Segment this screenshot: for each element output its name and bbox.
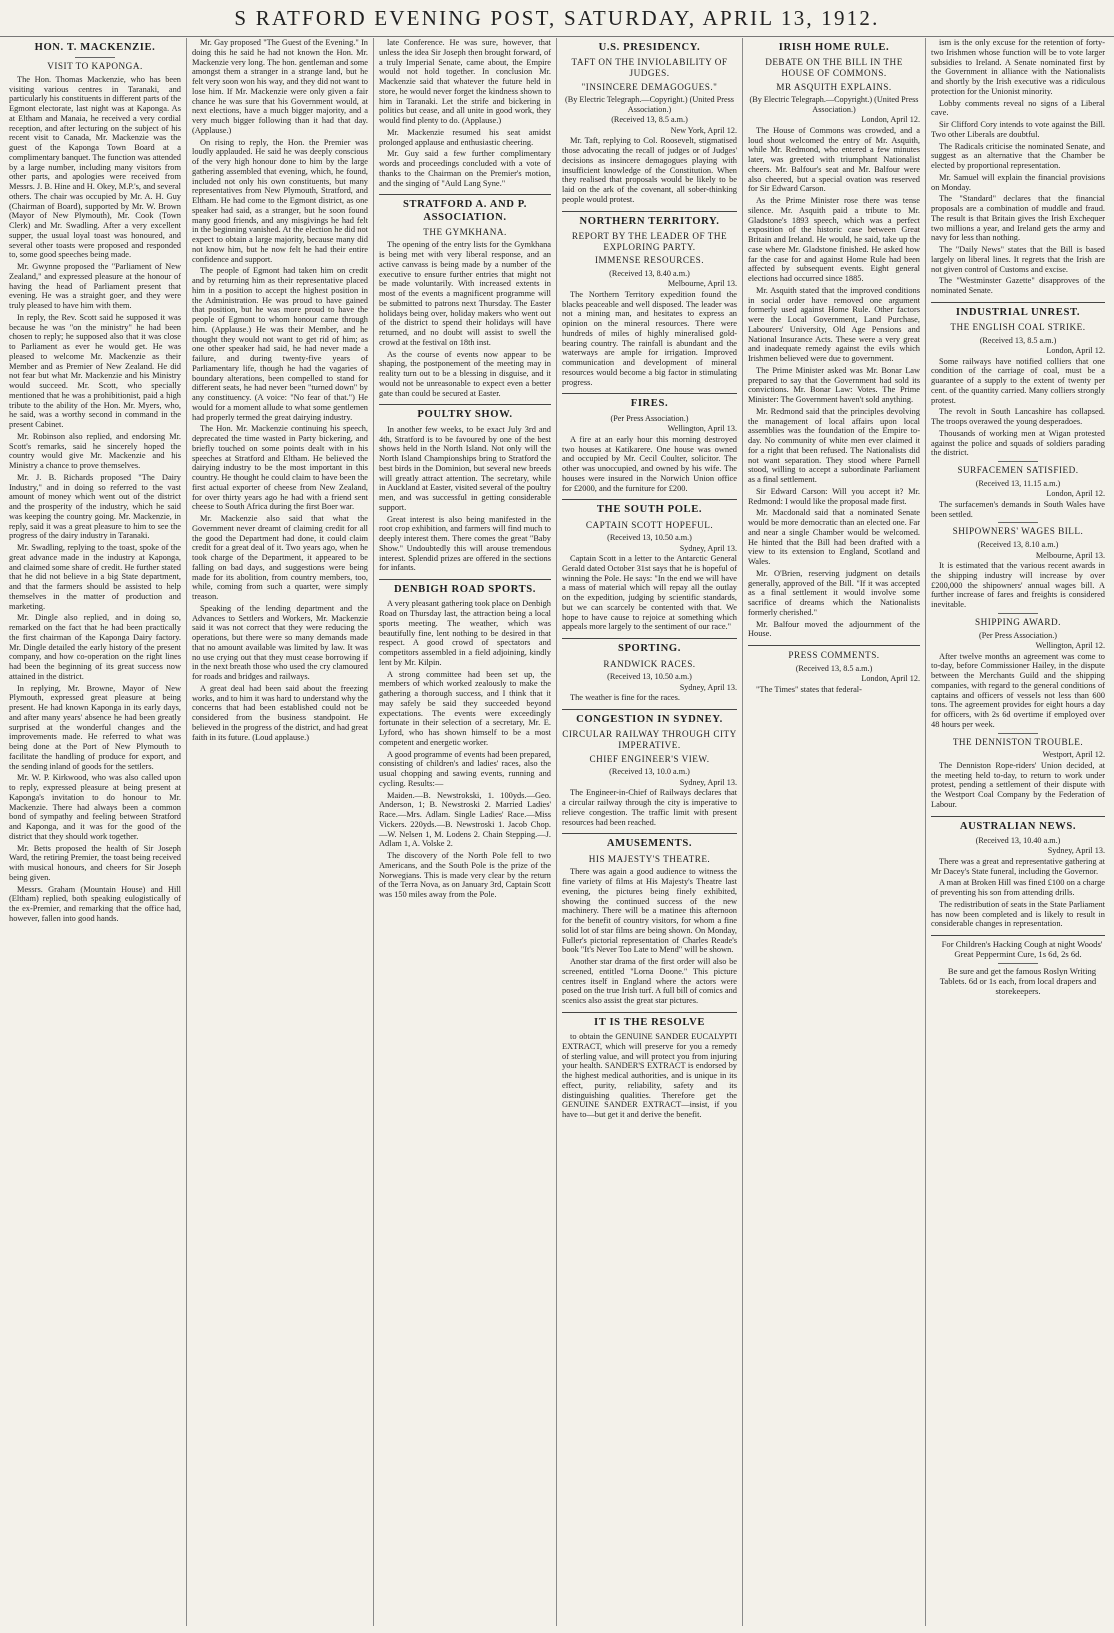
column-rule — [742, 38, 743, 1626]
paragraph: The Hon. Mr. Mackenzie continuing his speech, deprecated the time wasted in Party bickering, and briefly touched on some points dealt with in his speeches at Stratford and Eltham. He believed the dairying industry to be the most important in this country. He thought he could claim to have been the first actual exporter of cheese from New Zealand, for over thirty years ago he had with a friend sent cheese to South Africa during the first Boer war. — [192, 424, 368, 512]
dateline: Sydney, April 13. — [679, 777, 737, 787]
paragraph: Mr. Samuel will explain the financial provisions on Monday. — [931, 172, 1105, 192]
article-subheadline: TAFT ON THE INVIOLABILITY OF JUDGES. — [571, 57, 728, 78]
paragraph: The "Westminster Gazette" disapproves of the nominated Senate. — [931, 276, 1105, 295]
paragraph: A great deal had been said about the freezing works, and to him it was hard to understand why the concerns that had been established could not be considered from the business standpoint. He believed in the progress of the district, and had great faith in its future. (Loud applause.) — [192, 683, 368, 742]
dateline: London, April 12. — [1046, 489, 1105, 499]
paragraph: The Denniston Rope-riders' Union decided, at the meeting held to-day, to return to work under protest, pending a settlement of their dispute with the Westport Coal Company by the Federation of Labour. — [931, 760, 1105, 809]
masthead — [0, 0, 1114, 37]
paragraph: A very pleasant gathering took place on Denbigh Road on Thursday last, the attraction being a local sports meeting. The weather, which was beautifully fine, lent nothing to be desired in that respect. A good crowd of spectators and competitors assembled in a field adjoining, kindly lent by Mr. Kilpin. — [379, 599, 551, 667]
column-rule — [186, 38, 187, 1626]
article-subheadline: SURFACEMEN SATISFIED. — [957, 465, 1079, 476]
paragraph: Mr. Balfour moved the adjournment of the House. — [748, 619, 920, 639]
received-line: (Received 13, 8.5 a.m.) — [611, 115, 688, 125]
article-headline: STRATFORD A. AND P. ASSOCIATION. — [402, 199, 528, 223]
paragraph: The redistribution of seats in the State Parliament has now been completed and is likely to result in considerable changes in representation. — [931, 899, 1105, 929]
column-1 — [6, 38, 184, 1626]
paragraph: Messrs. Graham (Mountain House) and Hill (Eltham) replied, both speaking eulogistically of the ex-Premier, and remarking that the office had, however, fallen into good hands. — [9, 884, 181, 923]
column-4 — [559, 38, 740, 1626]
article-headline: INDUSTRIAL UNREST. — [955, 306, 1081, 318]
article-subheadline: DEBATE ON THE BILL IN THE HOUSE OF COMMONS. — [765, 57, 903, 78]
article-subheadline: CIRCULAR RAILWAY THROUGH CITY IMPERATIVE. — [562, 729, 737, 750]
divider — [75, 57, 115, 58]
article-subheadline: PRESS COMMENTS. — [788, 650, 880, 661]
paragraph: A good programme of events had been prepared, consisting of children's and ladies' races, also the usual chopping and sawing events, running and cycling. Results:— — [379, 749, 551, 788]
paragraph: Maiden.—B. Newstrokski, 1. 100yds.—Geo. Anderson, 1; B. Newstroski 2. Married Ladies' Race.—Mrs. Adlam. Single Ladies' Race.—Miss Vickers. 220yds.—B. Newstroski 1. Jacob Chop.—W. Nelsen 1, M. Lodens 2. Chain Stepping.—J. Adlam 1, A. Volske 2. — [379, 790, 551, 849]
paragraph: A man at Broken Hill was fined £100 on a charge of preventing his son from attending drills. — [931, 878, 1105, 898]
dateline: Wellington, April 13. — [667, 424, 737, 434]
article-headline: THE SOUTH POLE. — [596, 504, 703, 516]
column-3 — [376, 38, 554, 1626]
newspaper-title: S RATFORD EVENING POST, SATURDAY, APRIL 13, 1912. — [234, 5, 880, 30]
article-headline: AUSTRALIAN NEWS. — [959, 820, 1077, 832]
paragraph: The surfacemen's demands in South Wales have been settled. — [931, 499, 1105, 519]
paragraph: The Radicals criticise the nominated Senate, and suggest as an alternative that the Chamber be elected by proportional representation. — [931, 141, 1105, 170]
paragraph: "The Times" states that federal- — [756, 684, 862, 694]
advertisement-text: to obtain the GENUINE SANDER EUCALYPTI EXTRACT, which will preserve for you a remedy of sterling value, and will protect you from injuring your health. SANDER'S EXTRACT is endorsed by the highest medical authorities, and is unique in its effect, purity, reliability, safety and its distinguishing qualities. Therefore get the GENUINE SANDER EXTRACT—insist, if you have to—but get it and derive the benefit. — [562, 1032, 737, 1120]
dateline: Melbourne, April 13. — [1035, 550, 1105, 560]
paragraph: Lobby comments reveal no signs of a Liberal cave. — [931, 98, 1105, 118]
paragraph: The Hon. Thomas Mackenzie, who has been visiting various centres in Taranaki, and particularly his constituents in different parts of the Egmont electorate, last night was at Kaponga. As at Eltham and Manaia, he received a very cordial reception, and after lecturing on the subject of his recent visit to Canada, Mr. Mackenzie was the guest of the Kaponga Town Board at a complimentary banquet. The function was attended by a large number, including many visitors from other parts, and apologies were received from Messrs. J. B. Hine and H. Okey, M.P.'s, and several others. The chair was occupied by Mr. A. H. Guy (Chairman of Board), supported by Mr. W. Brown (Mayor of New Plymouth), Mr. Cook (Town Clerk) and Mr. Swadling. After a very excellent supper, the usual loyal toast was honoured, and several other toasts were proposed and responded to, some good speeches being made. — [9, 74, 181, 260]
paragraph: Great interest is also being manifested in the root crop exhibition, and farmers will find much to deeply interest them. There comes the great "Baby Show." Undoubtedly this will arouse tremendous interest. Splendid prizes are offered in the sections for infants. — [379, 514, 551, 573]
paragraph: A strong committee had been set up, the members of which worked zealously to make the gathering a thorough success, and I think that it may safely be said they succeeded beyond expectations. The events were exceedingly fortunate in their selection of a secretary, Mr. E. Lyford, who has shown himself to be a most competent and energetic worker. — [379, 669, 551, 747]
paragraph: The people of Egmont had taken him on credit and by returning him as their representative placed him in a position to accept the highest position in the Administration. He was proud to have gained that position, but he was more proud to have the people of Egmont to whom honour came through him. (Applause.) He was their Member, and he thought they would not want to get rid of him; as one other speaker had said, he had never made a failure, and during twenty-five years of Parliamentary life, though he had the vagaries of boundary alterations, been compelled to stand for different seats, he had never been "turned down" by any constituency. (A voice: "No fear of that.") He would for a moment allude to what some gentlemen had properly termed the great dairying industry. — [192, 266, 368, 422]
paragraph: Mr. Guy said a few further complimentary words and proceedings concluded with a vote of thanks to the Chairman on the Premier's motion, and the singing of "Auld Lang Syne." — [379, 149, 551, 188]
advertisement-text: Be sure and get the famous Roslyn Writing Tablets. 6d or 1s each, from local drapers and storekeepers. — [939, 966, 1097, 996]
divider — [562, 211, 737, 212]
paragraph: In reply, the Rev. Scott said he supposed it was because he was "on the ministry" he had been chosen to reply; he supposed also that it was close to Parliament as ever he would get. He was pleased to welcome Mr. Mackenzie as their Member and as Premier of New Zealand. He did not fear but what Mr. Mackenzie and his Ministry would succeed. Mr. Scott, who specially mentioned that he was a prohibitionist, paid a high tribute to the ability of the Hon. Mr. Myers, who, he said, was a worthy second in command in the present Cabinet. — [9, 312, 181, 430]
dateline: London, April 12. — [861, 115, 920, 125]
divider — [562, 1012, 737, 1013]
divider — [931, 935, 1105, 936]
article-headline: AMUSEMENTS. — [606, 838, 693, 850]
source-line: (Per Press Association.) — [978, 630, 1057, 640]
column-2 — [189, 38, 371, 1626]
article-subheadline: VISIT TO KAPONGA. — [47, 61, 143, 72]
paragraph: Sir Clifford Cory intends to vote against the Bill. Two other Liberals are doubtful. — [931, 120, 1105, 139]
dateline: London, April 12. — [1046, 346, 1105, 356]
received-line: (Received 13, 8.10 a.m.) — [977, 540, 1059, 550]
article-subheadline: SHIPPING AWARD. — [975, 616, 1061, 627]
divider — [931, 816, 1105, 817]
received-line: (Received 13, 8.5 a.m.) — [979, 335, 1057, 345]
paragraph: A fire at an early hour this morning destroyed two houses at Katikarere. One house was owned and occupied by Mr. Cecil Coulter, solicitor. The other was unoccupied, and owned by his wife. The houses were insured in the Norwich Union office for £2000, and the furniture for £200. — [562, 434, 737, 493]
column-rule — [373, 38, 374, 1626]
article-headline: NORTHERN TERRITORY. — [579, 215, 720, 227]
divider — [931, 302, 1105, 303]
paragraph: Mr. Betts proposed the health of Sir Joseph Ward, the retiring Premier, the toast being received with musical honours, and cheers for Sir Joseph being given. — [9, 843, 181, 882]
paragraph: The "Daily News" states that the Bill is based largely on liberal lines. It regrets that the Irish are not given control of Customs and excise. — [931, 245, 1105, 274]
paragraph: Captain Scott in a letter to the Antarctic General Gerald dated October 31st says that he is hopeful of winning the Pole. He says: "In the end we will have a mass of material which will repay all the outlay on the expedition, judging by scientific standards, but we can scarcely be contented with that. We hope to have cause to rejoice at something which appeals more largely to the sentiment of our race." — [562, 554, 737, 632]
dateline: Sydney, April 13. — [679, 543, 737, 553]
received-line: (Received 13, 10.0 a.m.) — [609, 767, 690, 777]
article-subheadline: RANDWICK RACES. — [603, 658, 696, 669]
paragraph: The Northern Territory expedition found the blacks peaceable and well disposed. The leader was not a mining man, and hesitates to express an opinion on the mineral resources. There were hundreds of miles of highly mineralised gold-bearing country. The rainfall is abundant and the waterways are ample for irrigation. Improved communication and development of mineral resources would become a big factor in stimulating progress. — [562, 289, 737, 387]
divider — [998, 963, 1038, 964]
article-headline: SPORTING. — [617, 643, 681, 655]
paragraph: In another few weeks, to be exact July 3rd and 4th, Stratford is to be favoured by one of the best shows held in the North Island. Not only will the North Island Championships bring to Stratford the best birds in the Dominion, but several new breeds will greatly attract attention. The secretary, while in Auckland at Easter, visited several of the poultry men, and was successful in getting considerable support. — [379, 424, 551, 512]
paragraph: late Conference. He was sure, however, that unless the idea Sir Joseph then brought forward, of a truly Imperial Senate, came about, the Empire would not hold together. In conclusion Mr. Mackenzie said that whatever the future held in store, he would never forget the kindness shown to him in Taranaki. Let the strife and bickering in politics but cease, and all unite in good work, they would find plenty to do. (Applause.) — [379, 38, 551, 125]
paragraph: Mr. Mackenzie also said that what the Government never dreamt of claiming credit for all the good the Department had done, it could claim credit for a great deal of it. Two years ago, when he took charge of the Department, it appeared to be falling on bad days, and suggestions were being made for its abolition, from country members, too, while, coming from such a quarter, were simply treason. — [192, 514, 368, 601]
article-subheadline: MR ASQUITH EXPLAINS. — [776, 81, 892, 92]
divider — [379, 404, 551, 405]
paragraph: Some railways have notified colliers that one condition of the carriage of coal, must be a guarantee of a supply to the extent of twenty per cent. of the quantity carried. Many colliers strongly protest. — [931, 356, 1105, 405]
article-headline: U.S. PRESIDENCY. — [598, 42, 701, 53]
paragraph: Another star drama of the first order will also be screened, entitled "Lorna Doone." This picture centres itself in England where the actors were posed on the true Irish turf. A full bill of comics and scenics also assist the great star pictures. — [562, 957, 737, 1005]
source-line: (Per Press Association.) — [610, 413, 689, 423]
column-5 — [745, 38, 923, 1626]
paragraph: Mr. W. P. Kirkwood, who was also called upon to reply, expressed pleasure at being present at Kaponga's invitation to do honour to Mr. Mackenzie. There had always been a common bond of sympathy and feeling between Stratford and Kaponga, and it was for the good of the district that they should work together. — [9, 773, 181, 841]
paragraph: As the course of events now appear to be shaping, the postponement of the meeting may in reality turn out to be a blessing in disguise, and it would not be unreasonable to expect even a better gate than could be secured at Easter. — [379, 349, 551, 398]
paragraph: Mr. J. B. Richards proposed "The Dairy Industry," and in doing so referred to the vast amount of money which went out of the district and the prosperity of the industry, which he said was keeping the country going. Mr. Mackenzie, in reply, said it was a great pleasure to him to see the progress of the dairy industry in Taranaki. — [9, 472, 181, 541]
paragraph: ism is the only excuse for the retention of forty-two Irishmen whose function will be to vote larger subsidies to Ireland. A Senate nominated first by the Government in alliance with the Nationalists and shortly by the Irish executive was a ridiculous protection for the Unionist minority. — [931, 38, 1105, 96]
divider — [562, 709, 737, 710]
article-subheadline: SHIPOWNERS' WAGES BILL. — [952, 526, 1084, 537]
received-line: (Received 13, 11.15 a.m.) — [975, 478, 1061, 488]
received-line: (Received 13, 10.50 a.m.) — [607, 672, 692, 682]
source-line: (By Electric Telegraph.—Copyright.) (United Press Association.) — [565, 95, 734, 114]
received-line: (Received 13, 10.50 a.m.) — [607, 533, 692, 543]
paragraph: Mr. Asquith stated that the improved conditions in social order have removed one argument formerly used against Home Rule. Other factors were the Local Government, Land Purchase, Labourers' University, Old Age Pensions and National Insurance Acts. These were a very great and inadequate remedy against the evils which Irishmen believed were due to government. — [748, 285, 920, 364]
paragraph: After twelve months an agreement was come to to-day, before Commissioner Hailey, in the dispute between the Merchants Guild and the shipping companies, with regard to the general conditions of captains and officers of vessels not less than 600 tons. The agreement provides for eight hours a day for officers, with 2s 6d overtime if employed over 48 hours per week. — [931, 651, 1105, 729]
dateline: Sydney, April 13. — [679, 682, 737, 692]
paragraph: The House of Commons was crowded, and a loud shout welcomed the entry of Mr. Asquith, while Mr. Redmond, who entered a few minutes later, was greeted with triumphant Nationalist cheers. Mr. Balfour's seat and Mr. Balfour were also cheered, but a special ovation was reserved for Sir Edward Carson. — [748, 125, 920, 194]
article-headline: HON. T. MACKENZIE. — [34, 42, 156, 53]
article-subheadline: CAPTAIN SCOTT HOPEFUL. — [585, 519, 714, 530]
article-headline: DENBIGH ROAD SPORTS. — [393, 584, 536, 596]
paragraph: Mr. Gay proposed "The Guest of the Evening." In doing this he said he had not known the Hon. Mr. Mackenzie very long. The hon. gentleman and some amongst them a stranger in a strange land, but he felt very soon won his way, and they did not want to lose him. If Mr. Mackenzie were only given a fair chance he was sure that his Government would, at next elections, have a much bigger majority, and a very much bigger following than it had that day. (Applause.) — [192, 38, 368, 135]
article-headline: IRISH HOME RULE. — [778, 42, 890, 53]
dateline: Westport, April 12. — [1042, 750, 1105, 760]
paragraph: Mr. Redmond said that the principles devolving the management of local affairs upon local assemblies was the foundation of the Empire to-day. No community of white men ever claimed it for a right that been refused. The Nationalists did not want separation. They stood where Parnell stood, willing to accept a subordinate Parliament as a final settlement. — [748, 406, 920, 485]
divider — [998, 522, 1038, 523]
paragraph: Mr. Robinson also replied, and endorsing Mr. Scott's remarks, said he sincerely hoped the country would give Mr. Mackenzie and his Ministry a chance to prove themselves. — [9, 431, 181, 471]
received-line: (Received 13, 8.5 a.m.) — [795, 663, 873, 673]
divider — [562, 499, 737, 500]
paragraph: Mr. Swadling, replying to the toast, spoke of the great advance made in the industry at Kaponga, and claimed some share of credit. He further stated that he did not believe in a big State department, and that the farmers should be assisted to help themselves in the matter of production and marketing. — [9, 543, 181, 611]
divider — [998, 613, 1038, 614]
paragraph: There was again a good audience to witness the fine variety of films at His Majesty's Theatre last evening, the pictures being finely exhibited, showing the continued success of the new machinery. There will be a matinee this afternoon for the benefit of country visitors, for whom a fine solid lot of star films are being shown. On Monday, Fuller's pictorial representation of Charles Reade's book "It's Never Too Late to Mend" will be shown. — [562, 867, 737, 955]
paragraph: Mr. Taft, replying to Col. Roosevelt, stigmatised those advocating the recall of judges or of Judges' decisions as insincere demagogues playing with insufficient knowledge of the Constitution. When they realised that proposals would be likely to be laid on the ark of the covenant, all sober-thinking people would protest. — [562, 136, 737, 204]
article-subheadline: THE ENGLISH COAL STRIKE. — [950, 322, 1086, 333]
paragraph: In replying, Mr. Browne, Mayor of New Plymouth, expressed great pleasure at being present. He had known Kaponga in its early days, and after many years' absence he had been greatly surprised at the wonderful changes and the improvements made. He referred to what was being done at the Port of New Plymouth to facilitate the handling of produce for export, and the sending inland of goods for the settlers. — [9, 683, 181, 771]
paragraph: It is estimated that the various recent awards in the shipping industry will increase by over £200,000 the shipowners' annual wages bill. A further increase of fares and freights is considered inevitable. — [931, 561, 1105, 610]
column-rule — [556, 38, 557, 1626]
divider — [748, 645, 920, 646]
divider — [562, 393, 737, 394]
dateline: Sydney, April 13. — [1047, 846, 1105, 856]
paragraph: On rising to reply, the Hon. the Premier was loudly applauded. He said he was deeply conscious of the very high honour done to him by the large gathering assembled that evening, which, he found, included not only his own constituents, but many representatives from New Plymouth, Stratford, and Eltham. He had come to the Egmont district, as one speaker had said, as a stranger, but he soon found many good friends, and any misgivings he had felt in the beginning vanished. At the election he did not expect to obtain a large majority, because many did not know him, but he now felt he had their entire confidence and support. — [192, 137, 368, 264]
article-headline: POULTRY SHOW. — [417, 409, 513, 421]
received-line: (Received 13, 10.40 a.m.) — [975, 835, 1061, 845]
paragraph: As the Prime Minister rose there was tense silence. Mr. Asquith paid a tribute to Mr. Gladstone's 1893 speech, which was a perfect exposition of the historic case between Great Britain and Ireland. He would, he said, take up the case where Mr. Gladstone finished. He asked how far the case for and against Home Rule had been affected by subsequent events. Eight general elections had occurred since 1885. — [748, 196, 920, 284]
paragraph: Mr. Dingle also replied, and in doing so, remarked on the fact that he had been practically the first chairman of the Kaponga Dairy factory. Mr. Dingle detailed the early history of the present company, and how co-operation on the right lines had been the beginning of its great success now attained in the district. — [9, 613, 181, 681]
page-columns — [6, 38, 1108, 1626]
paragraph: The weather is fine for the races. — [570, 693, 680, 703]
article-subheadline: IMMENSE RESOURCES. — [594, 255, 705, 266]
received-line: (Received 13, 8.40 a.m.) — [609, 268, 690, 278]
paragraph: The opening of the entry lists for the Gymkhana is being met with very liberal response, and an active canvass is being made by a number of the executive to ensure further entries that might not be made voluntarily. With increased extents in most of the events a magnificent programme will be submitted to patrons next Thursday. The Easter holidays being over, holiday makers who went out of the district to spend their holidays will have returned, and no doubt will assist to swell the crowd at the festival on 18th inst. — [379, 240, 551, 347]
paragraph: Thousands of working men at Wigan protested against the police and squads of soldiers parading the district. — [931, 428, 1105, 458]
dateline: London, April 12. — [861, 674, 920, 684]
advertisement-headline: IT IS THE RESOLVE — [594, 1016, 705, 1028]
paragraph: The revolt in South Lancashire has collapsed. The troops overawed the young desperadoes. — [931, 407, 1105, 427]
divider — [379, 194, 551, 195]
dateline: Wellington, April 12. — [1035, 641, 1105, 651]
divider — [562, 638, 737, 639]
paragraph: The Engineer-in-Chief of Railways declares that a circular railway through the city is imperative to relieve congestion. The traffic limit with present resources had been reached. — [562, 788, 737, 827]
article-subheadline: REPORT BY THE LEADER OF THE EXPLORING PARTY. — [571, 230, 728, 252]
dateline: Melbourne, April 13. — [667, 279, 737, 289]
paragraph: Mr. O'Brien, reserving judgment on details generally, approved of the Bill. "If it was accepted as a final settlement it would involve some sacrifice of dreams which the Nationalists formerly cherished." — [748, 568, 920, 617]
article-subheadline: HIS MAJESTY'S THEATRE. — [588, 853, 711, 864]
dateline: New York, April 12. — [670, 125, 737, 135]
paragraph: Speaking of the lending department and the Advances to Settlers and Workers, Mr. Mackenzie said it was not correct that they were reducing the operations, but there were so many demands made that no amount available was limited by law. It was no use crying out that they must cease borrowing if in the next breath those who used the cry clamoured for roads and bridges and railways. — [192, 603, 368, 681]
divider — [562, 833, 737, 834]
paragraph: The "Standard" declares that the financial proposals are a combination of muddle and fraud. The result is that Britain gives the Irish Exchequer two millions a year, and Ireland gets the army and navy for less than nothing. — [931, 194, 1105, 243]
paragraph: The Prime Minister asked was Mr. Bonar Law prepared to say that the Government had sold its convictions. Mr. Bonar Law: Votes. The Prime Minister: The Government haven't sold anything. — [748, 365, 920, 405]
article-headline: CONGESTION IN SYDNEY. — [576, 713, 723, 725]
paragraph: Mr. Gwynne proposed the "Parliament of New Zealand," and expressed pleasure at the honour of having the head of Parliament present that evening. He was a straight goer, and they were truly pleased to have him with them. — [9, 262, 181, 311]
paragraph: Sir Edward Carson: Will you accept it? Mr. Redmond: I would like the proposal made first. — [748, 486, 920, 506]
article-subheadline: THE GYMKHANA. — [423, 226, 507, 237]
article-subheadline: CHIEF ENGINEER'S VIEW. — [589, 753, 710, 764]
source-line: (By Electric Telegraph.—Copyright.) (United Press Association.) — [749, 95, 919, 114]
divider — [998, 461, 1038, 462]
advertisement-text: For Children's Hacking Cough at night Woods' Great Peppermint Cure, 1s 6d, 2s 6d. — [941, 939, 1103, 960]
paragraph: Mr. Mackenzie resumed his seat amidst prolonged applause and enthusiastic cheering. — [379, 127, 551, 147]
article-headline: FIRES. — [630, 398, 669, 410]
divider — [379, 579, 551, 580]
paragraph: Mr. Macdonald said that a nominated Senate would be more democratic than an elected one. Far and near a single Chamber would be welcomed. He hinted that the Bill had been drafted with a view to its extension to England, Scotland and Wales. — [748, 508, 920, 567]
article-subheadline: THE DENNISTON TROUBLE. — [952, 736, 1084, 747]
column-6 — [928, 38, 1108, 1626]
column-rule — [925, 38, 926, 1626]
paragraph: There was a great and representative gathering at Mr Dacey's State funeral, including the Governor. — [931, 856, 1105, 876]
paragraph: The discovery of the North Pole fell to two Americans, and the South Pole is the prize of the Norwegians. This is made very clear by the return of the Terra Nova, as on January 3rd, Captain Scott was 150 miles away from the Pole. — [379, 851, 551, 900]
divider — [998, 733, 1038, 734]
article-subheadline: "INSINCERE DEMAGOGUES." — [581, 81, 718, 92]
